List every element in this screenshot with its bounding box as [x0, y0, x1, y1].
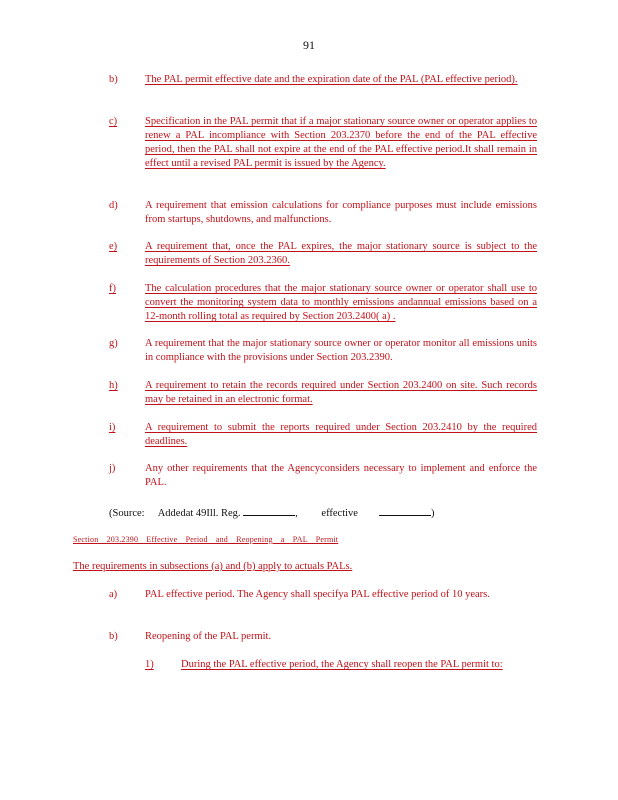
item-label: f): [109, 283, 116, 294]
item-label: i): [109, 422, 116, 433]
item-text: The PAL permit effective date and the expiration date of the PAL (PAL effective period).: [145, 74, 518, 85]
item-label: j): [109, 463, 116, 474]
item-text: Reopening of the PAL permit.: [145, 631, 272, 642]
item-text: During the PAL effective period, the Agency shall reopen the PAL permit to:: [181, 659, 503, 670]
section-intro: The requirements in subsections (a) and (b) apply to actuals PALs.: [73, 561, 353, 572]
source-open: (Source:: [109, 508, 145, 519]
item-label: c): [109, 116, 118, 127]
source-close: ): [430, 508, 435, 519]
source-note: [109, 505, 434, 521]
source-effective: effective: [321, 508, 358, 519]
item-label: b): [109, 631, 118, 642]
item-text: A requirement to submit the reports required under Section 203.2410 by the required deadlines.: [145, 422, 537, 447]
item-label: b): [109, 74, 118, 85]
item-text: A requirement that, once the PAL expires, the major stationary source is subject to the requirements of Section 203.2360.: [145, 241, 537, 266]
item-label: d): [109, 200, 118, 211]
item-label: 1): [145, 659, 154, 670]
item-text: The calculation procedures that the major stationary source owner or operator shall use to convert the monitoring system data to monthly emissions andannual emissions based on a 12-month rolling total as required by Section 203.2400( a) .: [145, 283, 537, 322]
item-text: A requirement that emission calculations for compliance purposes must include emissions from startups, shutdowns, and malfunctions.: [145, 200, 537, 225]
source-comma: ,: [295, 508, 298, 519]
source-blank-volume: [243, 505, 295, 516]
item-label: a): [109, 589, 118, 600]
item-label: e): [109, 241, 118, 252]
item-label: h): [109, 380, 118, 391]
page-number: 91: [303, 38, 315, 52]
section-heading: Section 203.2390 Effective Period and Reopening a PAL Permit: [73, 535, 339, 544]
source-blank-date: [379, 505, 431, 516]
source-added: Addedat 49Ill. Reg.: [157, 508, 241, 519]
item-text: Specification in the PAL permit that if a major stationary source owner or operator applies to renew a PAL incompliance with Section 203.2370 before the end of the PAL effective period, then the PAL shall not expire at the end of the PAL effective period.It shall remain in effect until a revised PAL permit is issued by the Agency.: [145, 116, 537, 169]
item-text: Any other requirements that the Agencyconsiders necessary to implement and enforce the PAL.: [145, 463, 537, 488]
item-text: A requirement that the major stationary source owner or operator monitor all emissions units in compliance with the provisions under Section 203.2390.: [145, 338, 537, 363]
item-text: PAL effective period. The Agency shall specifya PAL effective period of 10 years.: [145, 589, 490, 600]
item-text: A requirement to retain the records required under Section 203.2400 on site. Such records may be retained in an electronic format.: [145, 380, 537, 405]
item-label: g): [109, 338, 118, 349]
